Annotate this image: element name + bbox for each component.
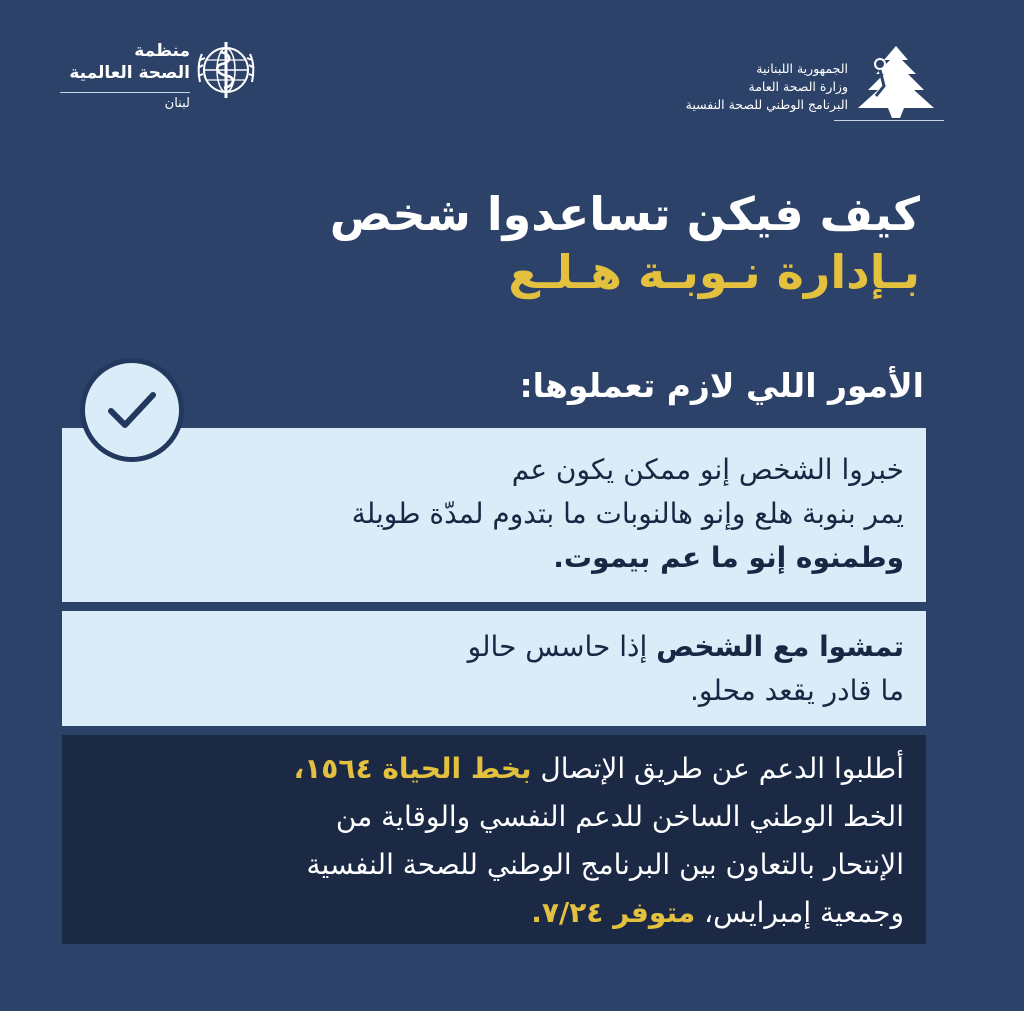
tip1-line3: وطمنوه إنو ما عم بيموت. bbox=[553, 541, 904, 574]
tip-card-1 bbox=[62, 428, 926, 602]
ministry-line1: الجمهورية اللبنانية bbox=[756, 61, 848, 76]
hotline-line3: الإنتحار بالتعاون بين البرنامج الوطني للصحة النفسية bbox=[306, 848, 904, 881]
who-name bbox=[58, 40, 190, 84]
cedar-logo-icon bbox=[850, 44, 942, 120]
hotline-number: بخط الحياة ١٥٦٤، bbox=[293, 752, 532, 785]
who-emblem-icon bbox=[194, 38, 258, 102]
tip2-bold: تمشوا مع الشخص bbox=[656, 630, 904, 663]
tip1-line1: خبروا الشخص إنو ممكن يكون عم bbox=[511, 453, 904, 486]
hotline-availability: متوفر ٧/٢٤. bbox=[531, 896, 696, 929]
hotline-line4-text: وجمعية إمبرايس، bbox=[695, 896, 904, 929]
who-country: لبنان bbox=[164, 96, 190, 111]
who-name-line1: منظمة bbox=[134, 41, 190, 61]
ministry-logo bbox=[672, 44, 948, 124]
title-line2: بـإدارة نـوبـة هـلـع bbox=[508, 245, 920, 299]
title-line1: كيف فيكن تساعدوا شخص bbox=[329, 187, 920, 241]
who-logo bbox=[58, 38, 263, 120]
hotline-line4 bbox=[84, 889, 904, 937]
tip-card-2 bbox=[62, 611, 926, 726]
who-divider bbox=[60, 92, 190, 93]
who-name-line2: الصحة العالمية bbox=[69, 63, 190, 83]
check-circle-icon bbox=[80, 358, 184, 462]
tip2-line1 bbox=[84, 625, 904, 669]
hotline-line1 bbox=[84, 745, 904, 793]
hotline-card bbox=[62, 735, 926, 944]
section-heading: الأمور اللي لازم تعملوها: bbox=[519, 366, 924, 405]
ministry-name bbox=[658, 60, 848, 114]
tip2-line2: ما قادر يقعد محلو. bbox=[689, 674, 904, 707]
hotline-line2: الخط الوطني الساخن للدعم النفسي والوقاية من bbox=[335, 800, 904, 833]
ministry-divider bbox=[834, 120, 944, 121]
ministry-line2: وزارة الصحة العامة bbox=[748, 79, 848, 94]
tip2-rest: إذا حاسس حالو bbox=[467, 630, 657, 663]
ministry-line3: البرنامج الوطني للصحة النفسية bbox=[685, 97, 848, 112]
checkmark-icon bbox=[99, 377, 165, 443]
tip1-line2: يمر بنوبة هلع وإنو هالنوبات ما بتدوم لمدّة طويلة bbox=[351, 497, 904, 530]
hotline-line1-text: أطلبوا الدعم عن طريق الإتصال bbox=[531, 752, 904, 785]
